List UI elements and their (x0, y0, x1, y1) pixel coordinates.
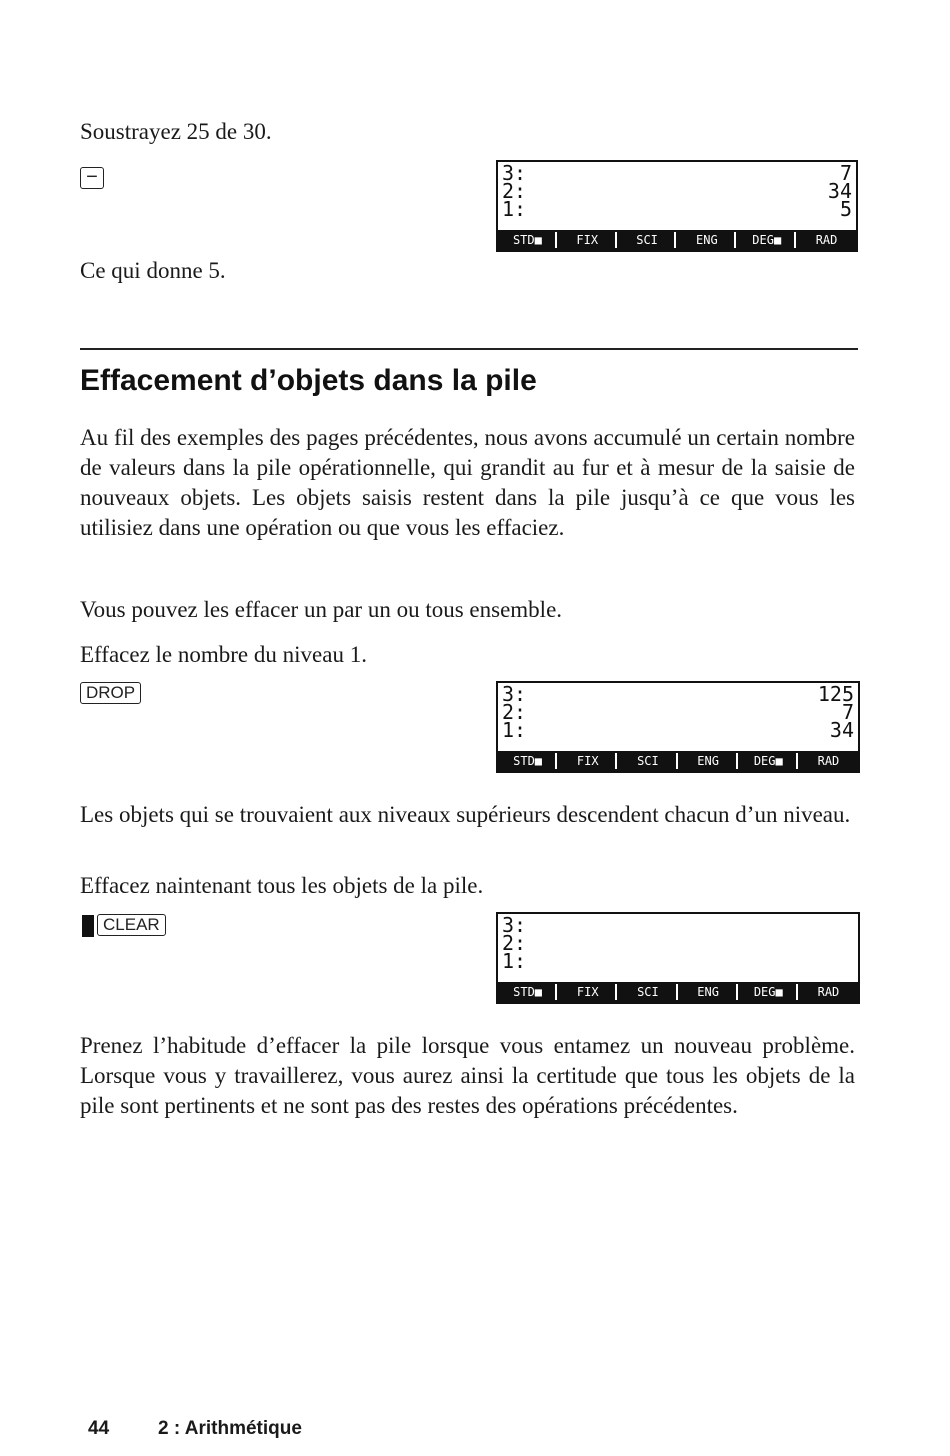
clear-key-sequence (82, 914, 166, 937)
paragraph-erase-options: Vous pouvez les effacer un par un ou tous ensemble. (80, 597, 563, 622)
softkey-rad: RAD (799, 232, 854, 248)
stack-level-3: 3: 125 (502, 682, 854, 706)
softkey-rad: RAD (801, 753, 856, 769)
clear-key-label: CLEAR (97, 914, 166, 936)
section-title: Effacement d’objets dans la pile (80, 364, 537, 397)
softkey-deg: DEG■ (741, 984, 798, 1000)
stack-level-1: 1: (502, 949, 527, 973)
stack-level-2: 2: 34 (502, 179, 852, 203)
softkey-menu (498, 751, 858, 771)
softkey-std: STD■ (500, 753, 557, 769)
softkey-sci: SCI (620, 232, 677, 248)
paragraph-clear-habit: Prenez l’habitude d’effacer la pile lorsque vous entamez un nouveau problème. Lorsque vous y travaillerez, vous aurez ainsi la certitude que tous les objets de la pile sont pertinents et ne sont pas des restes des opérations précédentes. (80, 1033, 855, 1118)
step-drop-instruction: Effacez le nombre du niveau 1. (80, 642, 367, 667)
softkey-deg: DEG■ (739, 232, 796, 248)
softkey-eng: ENG (679, 232, 736, 248)
softkey-menu (498, 982, 858, 1002)
stack-level-2: 2: (502, 931, 527, 955)
stack-level-3: 3: 7 (502, 161, 852, 185)
paragraph-stack-intro: Au fil des exemples des pages précédentes, nous avons accumulé un certain nombre de valeurs dans la pile opérationnelle, qui grandit au fur et à mesur de la saisie de nouveaux objets. Les objets saisis restent dans la pile jusqu’à ce que vous les utilisiez dans une opération ou que vous les effaciez. (80, 425, 855, 540)
softkey-fix: FIX (560, 753, 617, 769)
softkey-sci: SCI (620, 984, 677, 1000)
chapter-title: 2 : Arithmétique (158, 1418, 302, 1439)
softkey-sci: SCI (620, 753, 677, 769)
left-shift-key-icon (82, 915, 94, 937)
drop-key-label: DROP (80, 682, 141, 704)
calculator-screen-2 (496, 681, 860, 773)
stack-level-2: 2: 7 (502, 700, 854, 724)
softkey-rad: RAD (801, 984, 856, 1000)
calculator-screen-3 (496, 912, 860, 1004)
softkey-menu (498, 230, 856, 250)
softkey-fix: FIX (560, 984, 617, 1000)
calculator-screen-1 (496, 160, 858, 252)
section-rule (80, 348, 858, 350)
stack-level-3: 3: (502, 913, 527, 937)
step-clear-instruction: Effacez naintenant tous les objets de la pile. (80, 873, 484, 898)
softkey-fix: FIX (560, 232, 617, 248)
instruction-subtract: Soustrayez 25 de 30. (80, 119, 272, 144)
page-number: 44 (88, 1418, 110, 1439)
minus-key-label: − (80, 167, 104, 189)
minus-key (80, 167, 104, 189)
softkey-std: STD■ (500, 984, 557, 1000)
drop-key (80, 682, 141, 704)
result-text: Ce qui donne 5. (80, 258, 226, 283)
softkey-deg: DEG■ (741, 753, 798, 769)
paragraph-levels-shift: Les objets qui se trouvaient aux niveaux supérieurs descendent chacun d’un niveau. (80, 802, 851, 827)
softkey-std: STD■ (500, 232, 557, 248)
softkey-eng: ENG (681, 753, 738, 769)
stack-level-1: 1: 34 (502, 718, 854, 742)
softkey-eng: ENG (681, 984, 738, 1000)
stack-level-1: 1: 5 (502, 197, 852, 221)
